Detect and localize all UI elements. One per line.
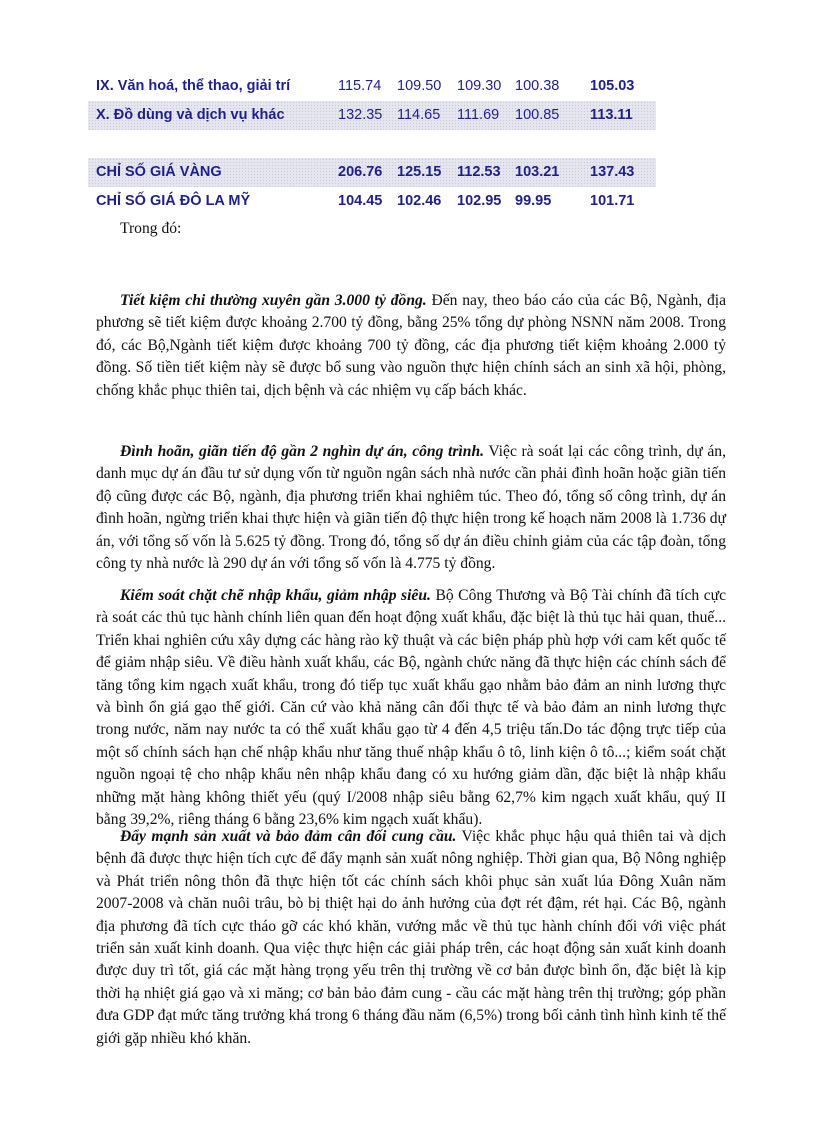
paragraph-lead: Tiết kiệm chi thường xuyên gần 3.000 tỷ đồng. bbox=[120, 292, 427, 309]
table-row bbox=[88, 158, 656, 187]
cell-value: 100.85 bbox=[515, 107, 560, 123]
cell-value: 112.53 bbox=[457, 164, 501, 180]
cell-value: 125.15 bbox=[397, 164, 442, 180]
intro-text: Trong đó: bbox=[120, 220, 182, 237]
table-row bbox=[88, 101, 656, 130]
table-row bbox=[88, 187, 656, 216]
paragraph bbox=[96, 826, 726, 1050]
cell-value: 101.71 bbox=[590, 193, 635, 209]
cell-value: 102.95 bbox=[457, 193, 502, 209]
row-label: CHỈ SỐ GIÁ ĐÔ LA MỸ bbox=[96, 193, 251, 209]
cell-value: 111.69 bbox=[457, 107, 500, 123]
cell-value: 206.76 bbox=[338, 164, 383, 180]
cell-value: 100.38 bbox=[515, 78, 560, 94]
paragraph bbox=[96, 585, 726, 831]
cell-value: 109.30 bbox=[457, 78, 502, 94]
paragraph-lead: Đình hoãn, giãn tiến độ gần 2 nghìn dự án, công trình. bbox=[120, 443, 485, 460]
cell-value: 115.74 bbox=[338, 78, 382, 94]
cell-value: 109.50 bbox=[397, 78, 442, 94]
cell-value: 99.95 bbox=[515, 193, 552, 209]
paragraph-body: Việc rà soát lại các công trình, dự án, danh mục dự án đầu tư sử dụng vốn từ nguồn ngân sách nhà nước cần phải đình hoãn hoặc giãn tiến độ cũng được các Bộ, ngành, địa phương triển khai nghiêm túc. Theo đó, tổng số công trình, dự án đình hoãn, ngừng triển khai thực hiện và giãn tiến độ thực hiện trong kế hoạch năm 2008 là 1.736 dự án, với tổng số vốn là 5.625 tỷ đồng. Trong đó, tổng số dự án điều chỉnh giảm của các tập đoàn, tổng công ty nhà nước là 290 dự án với tổng số vốn là 4.775 tỷ đồng. bbox=[96, 443, 726, 573]
row-label: X. Đồ dùng và dịch vụ khác bbox=[96, 107, 285, 123]
cell-value: 105.03 bbox=[590, 78, 635, 94]
cell-value: 114.65 bbox=[397, 107, 441, 123]
row-label: CHỈ SỐ GIÁ VÀNG bbox=[96, 164, 222, 180]
paragraph-body: Bộ Công Thương và Bộ Tài chính đã tích cực rà soát các thủ tục hành chính liên quan đến hoạt động xuất khẩu, đặc biệt là thủ tục hải quan, thuế... Triển khai nghiên cứu xây dựng các hàng rào kỹ thuật và các biện pháp phù hợp với cam kết quốc tế để giảm nhập siêu. Về điều hành xuất khẩu, các Bộ, ngành chức năng đã thực hiện các chính sách để tăng tổng kim ngạch xuất khẩu, trong đó tiếp tục xuất khẩu gạo nhằm bảo đảm an ninh lương thực và bình ổn giá gạo thế giới. Căn cứ vào khả năng cân đối thực tế và bảo đảm an ninh lương thực trong nước, năm nay nước ta có thể xuất khẩu gạo từ 4 đến 4,5 triệu tấn.Do tác động trực tiếp của một số chính sách hạn chế nhập khẩu như tăng thuế nhập khẩu ô tô, linh kiện ô tô...; kiểm soát chặt nguồn ngoại tệ cho nhập khẩu nên nhập khẩu đang có xu hướng giảm dần, đặc biệt là nhập khẩu những mặt hàng không thiết yếu (quý I/2008 nhập siêu bằng 62,7% kim ngạch xuất khẩu, quý II bằng 39,2%, riêng tháng 6 bằng 23,6% kim ngạch xuất khẩu). bbox=[96, 587, 726, 829]
table-spacer-row bbox=[88, 130, 656, 158]
cell-value: 103.21 bbox=[515, 164, 560, 180]
table-row bbox=[88, 72, 656, 101]
paragraph-lead: Đẩy mạnh sản xuất và bảo đảm cân đối cung cầu. bbox=[120, 828, 457, 845]
paragraph bbox=[96, 290, 726, 402]
paragraph-body: Đến nay, theo báo cáo của các Bộ, Ngành, địa phương sẽ tiết kiệm được khoảng 2.700 tỷ đồng, bằng 25% tổng dự phòng NSNN năm 2008. Trong đó, các Bộ,Ngành tiết kiệm được khoảng 700 tỷ đồng, các địa phương tiết kiệm khoảng 2.000 tỷ đồng. Số tiền tiết kiệm này sẽ được bổ sung vào nguồn thực hiện chính sách an sinh xã hội, phòng, chống khắc phục thiên tai, dịch bệnh và các nhiệm vụ cấp bách khác. bbox=[96, 292, 726, 399]
cell-value: 137.43 bbox=[590, 164, 635, 180]
price-index-table bbox=[88, 72, 656, 216]
row-label: IX. Văn hoá, thể thao, giải trí bbox=[96, 78, 291, 94]
cell-value: 104.45 bbox=[338, 193, 383, 209]
paragraph bbox=[96, 441, 726, 575]
cell-value: 102.46 bbox=[397, 193, 442, 209]
paragraph-body: Việc khắc phục hậu quả thiên tai và dịch bệnh đã được thực hiện tích cực để đẩy mạnh sản xuất nông nghiệp. Thời gian qua, Bộ Nông nghiệp và Phát triển nông thôn đã thực hiện tốt các chính sách khôi phục sản xuất lúa Đông Xuân năm 2007-2008 và chăn nuôi trâu, bò bị thiệt hại do ảnh hưởng của đợt rét đậm, rét hại. Các Bộ, ngành địa phương đã tích cực tháo gỡ các khó khăn, vướng mắc về thủ tục hành chính đối với việc phát triển sản xuất kinh doanh. Qua việc thực hiện các giải pháp trên, các hoạt động sản xuất kinh doanh được duy trì tốt, giá các mặt hàng trọng yếu trên thị trường về cơ bản được bình ổn, đặc biệt là kịp thời hạ nhiệt giá gạo và xi măng; cơ bản bảo đảm cung - cầu các mặt hàng trên thị trường; góp phần đưa GDP đạt mức tăng trưởng khá trong 6 tháng đầu năm (6,5%) trong bối cảnh tình hình kinh tế thế giới gặp nhiều khó khăn. bbox=[96, 828, 726, 1047]
cell-value: 113.11 bbox=[590, 107, 633, 123]
paragraph-lead: Kiểm soát chặt chẽ nhập khẩu, giảm nhập siêu. bbox=[120, 587, 431, 604]
cell-value: 132.35 bbox=[338, 107, 383, 123]
